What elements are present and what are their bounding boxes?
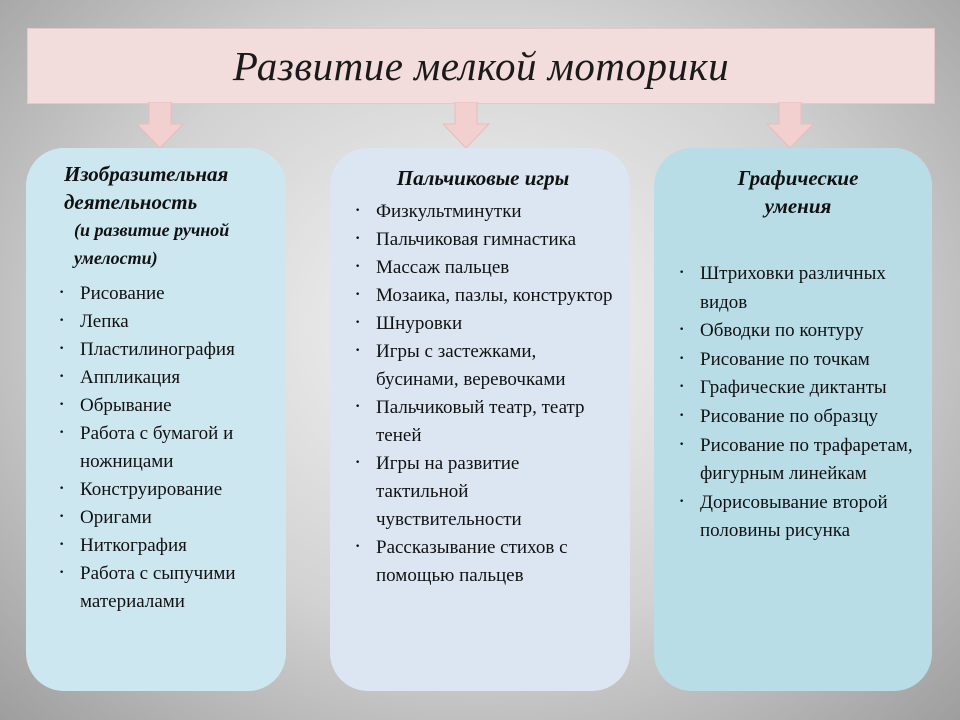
column-title: Пальчиковые игры — [396, 166, 570, 190]
list-item: · Мозаика, пазлы, конструктор — [352, 282, 614, 310]
down-arrow-icon — [135, 102, 185, 150]
list-item: · Пальчиковый театр, театр теней — [352, 394, 614, 450]
list-item: · Дорисовывание второй половины рисунка — [676, 489, 920, 546]
column-subtitle: (и развитие ручной умелости) — [74, 220, 230, 268]
list-item: · Графические диктанты — [676, 374, 920, 403]
column-finger-games — [330, 148, 630, 691]
list-item: · Работа с сыпучими материалами — [56, 560, 286, 616]
column-visual-activity — [26, 148, 286, 691]
list-item: · Рисование по образцу — [676, 403, 920, 432]
list-item: · Конструирование — [56, 476, 286, 504]
list-item: · Физкультминутки — [352, 198, 614, 226]
list-item: · Ниткография — [56, 532, 286, 560]
page-title: Развитие мелкой моторики — [232, 43, 730, 89]
column-graphic-skills — [654, 148, 932, 691]
list-item: · Игры на развитие тактильной чувствительности — [352, 450, 614, 534]
item-list — [676, 260, 920, 546]
list-item: · Массаж пальцев — [352, 254, 614, 282]
list-item: · Пластилинография — [56, 336, 286, 364]
down-arrow-icon — [765, 102, 815, 150]
list-item: · Аппликация — [56, 364, 286, 392]
item-list — [352, 198, 614, 590]
list-item: · Штриховки различных видов — [676, 260, 920, 317]
list-item: · Лепка — [56, 308, 286, 336]
list-item: · Рисование — [56, 280, 286, 308]
item-list — [56, 280, 286, 616]
list-item: · Пальчиковая гимнастика — [352, 226, 614, 254]
list-item: · Оригами — [56, 504, 286, 532]
title-banner — [27, 28, 935, 104]
list-item: · Рассказывание стихов с помощью пальцев — [352, 534, 614, 590]
list-item: · Работа с бумагой и ножницами — [56, 420, 286, 476]
list-item: · Игры с застежками, бусинами, веревочками — [352, 338, 614, 394]
column-title: Изобразительная деятельность — [64, 162, 229, 214]
down-arrow-icon — [441, 102, 491, 150]
list-item: · Рисование по точкам — [676, 346, 920, 375]
list-item: · Шнуровки — [352, 310, 614, 338]
column-title: Графические умения — [737, 166, 859, 218]
list-item: · Обрывание — [56, 392, 286, 420]
list-item: · Обводки по контуру — [676, 317, 920, 346]
list-item: · Рисование по трафаретам,фигурным линейкам — [676, 432, 920, 489]
